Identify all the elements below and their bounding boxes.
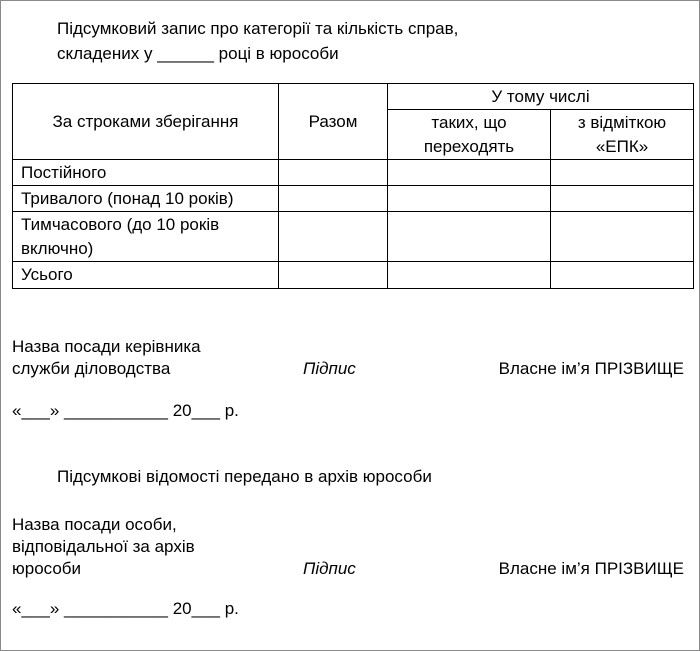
position-line-2: відповідальної за архів <box>12 537 195 556</box>
cell-total <box>279 186 388 212</box>
row-label-temporary <box>13 212 279 262</box>
cell-total <box>279 160 388 186</box>
header-epk <box>551 110 694 160</box>
archive-note: Підсумкові відомості передано в архів юрособи <box>57 467 432 486</box>
title-line-2: складених у ______ році в юрособи <box>57 44 339 63</box>
cell-epk <box>551 160 694 186</box>
header-epk-line-1: з відміткою <box>577 112 667 132</box>
header-transferring-line-1: таких, що <box>431 112 507 132</box>
cell-epk <box>551 186 694 212</box>
cell-transferring <box>388 186 551 212</box>
full-name: Власне ім’я ПРІЗВИЩЕ <box>498 559 684 578</box>
signature-placeholder: Підпис <box>303 359 356 378</box>
position-line-1: Назва посади особи, <box>12 515 177 534</box>
cell-total <box>279 212 388 262</box>
header-transferring-line-2: переходять <box>423 136 515 156</box>
position-line-3: юрособи <box>12 559 82 578</box>
cell-transferring <box>388 160 551 186</box>
cell-epk <box>551 262 694 289</box>
signature-block-head <box>12 334 684 380</box>
position-line-2: служби діловодства <box>12 359 171 378</box>
document-title <box>57 16 458 66</box>
cell-transferring <box>388 262 551 289</box>
full-name: Власне ім’я ПРІЗВИЩЕ <box>498 359 684 378</box>
table-row <box>13 262 694 289</box>
header-transferring <box>388 110 551 160</box>
row-label-permanent: Постійного <box>13 160 279 186</box>
row-label-temporary-line-2: включно) <box>21 238 94 258</box>
header-total: Разом <box>279 84 388 160</box>
summary-table <box>12 83 694 289</box>
cell-transferring <box>388 212 551 262</box>
header-epk-line-2: «ЕПК» <box>595 136 649 156</box>
table-row <box>13 160 694 186</box>
row-label-temporary-line-1: Тимчасового (до 10 років <box>21 214 220 234</box>
signature-placeholder: Підпис <box>303 559 356 578</box>
row-label-long-term: Тривалого (понад 10 років) <box>13 186 279 212</box>
row-label-total: Усього <box>13 262 279 289</box>
cell-epk <box>551 212 694 262</box>
position-line-1: Назва посади керівника <box>12 337 201 356</box>
header-including: У тому числі <box>388 84 694 110</box>
table-row <box>13 212 694 262</box>
cell-total <box>279 262 388 289</box>
title-line-1: Підсумковий запис про категорії та кількість справ, <box>57 19 459 38</box>
position-title <box>12 336 201 380</box>
date-line: «___» ___________ 20___ р. <box>12 401 239 420</box>
header-storage-term: За строками зберігання <box>13 84 279 160</box>
position-title <box>12 514 195 580</box>
table-row <box>13 186 694 212</box>
date-line: «___» ___________ 20___ р. <box>12 599 239 618</box>
signature-block-archive <box>12 512 684 580</box>
